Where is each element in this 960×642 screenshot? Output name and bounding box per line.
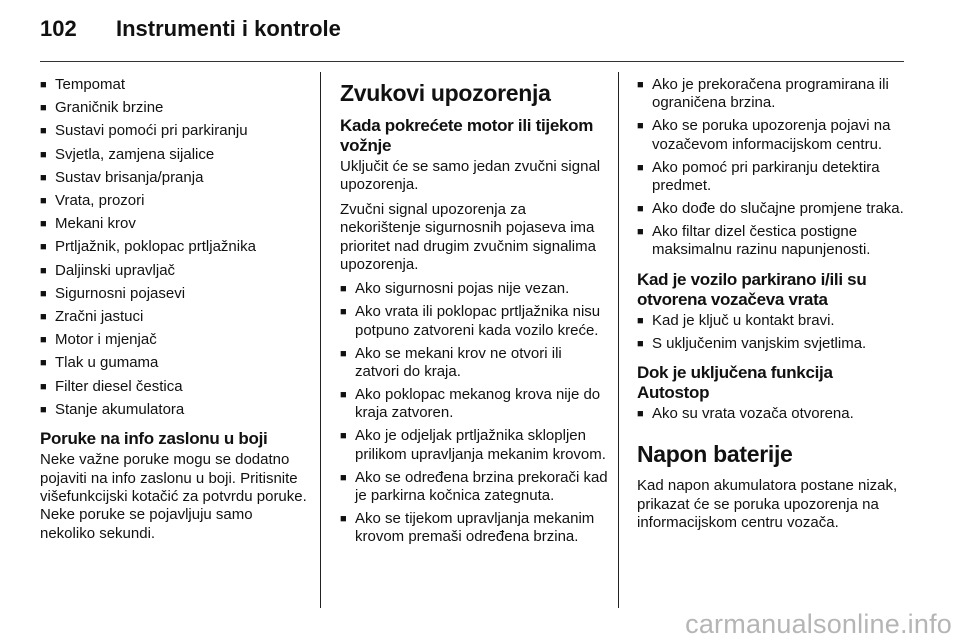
section-paragraph: Neke važne poruke mogu se dodatno pojaviti na info zaslonu u boji. Pritisnite višefunkcijski kotačić za potvrdu poruke. Neke poruke se pojavljuju samo nekoliko sekundi. (40, 451, 307, 542)
list-item: ■ Ako se određena brzina prekorači kad je parkirna kočnica zategnuta. (340, 469, 608, 506)
list-item: ■ S uključenim vanjskim svjetlima. (637, 335, 904, 353)
list-item: ■ Sigurnosni pojasevi (40, 285, 308, 303)
list-item: ■ Ako se tijekom upravljanja mekanim krovom premaši određena brzina. (340, 510, 608, 547)
column-middle (340, 80, 608, 551)
list-item: ■ Ako pomoć pri parkiranju detektira predmet. (637, 159, 904, 196)
list-item: ■ Ako poklopac mekanog krova nije do kraja zatvoren. (340, 386, 608, 423)
list-item: ■ Stanje akumulatora (40, 401, 308, 419)
list-item: ■ Ako su vrata vozača otvorena. (637, 405, 904, 423)
subsection-heading: Dok je uključena funkcija Autostop (637, 362, 833, 402)
paragraph: Uključit će se samo jedan zvučni signal upozorenja. (340, 158, 601, 194)
page-number: 102 (40, 16, 77, 41)
section-title: Napon baterije (637, 441, 793, 468)
list-item: ■ Zračni jastuci (40, 308, 308, 326)
column-left (40, 76, 308, 549)
column-divider-left (320, 72, 321, 608)
list-item: ■ Kad je ključ u kontakt bravi. (637, 312, 904, 330)
page-header (0, 0, 960, 60)
list-item: ■ Sustav brisanja/pranja (40, 169, 308, 187)
list-item: ■ Ako se poruka upozorenja pojavi na vozačevom informacijskom centru. (637, 117, 904, 154)
subsection-heading: Kad je vozilo parkirano i/ili su otvorena vozačeva vrata (637, 269, 867, 309)
autostop-warning-list (637, 405, 904, 423)
list-item: ■ Ako vrata ili poklopac prtljažnika nisu potpuno zatvoreni kada vozilo kreće. (340, 303, 608, 340)
column-divider-right (618, 72, 619, 608)
list-item: ■ Filter diesel čestica (40, 378, 308, 396)
list-item: ■ Tlak u gumama (40, 354, 308, 372)
list-item: ■ Svjetla, zamjena sijalice (40, 146, 308, 164)
topic-list (40, 76, 308, 419)
list-item: ■ Prtljažnik, poklopac prtljažnika (40, 238, 308, 256)
list-item: ■ Ako dođe do slučajne promjene traka. (637, 200, 904, 218)
page-title: Instrumenti i kontrole (116, 16, 341, 41)
parked-warning-list (637, 312, 904, 353)
list-item: ■ Mekani krov (40, 215, 308, 233)
paragraph: Zvučni signal upozorenja za nekorištenje sigurnosnih pojaseva ima prioritet nad drugim zvučnim signalima upozorenja. (340, 200, 596, 274)
watermark-text: carmanualsonline.info (685, 609, 952, 639)
list-item: ■ Ako je prekoračena programirana ili ograničena brzina. (637, 76, 904, 113)
warning-list (340, 280, 608, 546)
list-item: ■ Ako sigurnosni pojas nije vezan. (340, 280, 608, 298)
warning-list (637, 76, 904, 260)
header-divider (40, 61, 904, 62)
section-heading: Poruke na info zaslonu u boji (40, 429, 268, 449)
list-item: ■ Tempomat (40, 76, 308, 94)
list-item: ■ Ako filtar dizel čestica postigne maksimalnu razinu napunjenosti. (637, 223, 904, 260)
column-right (637, 76, 904, 539)
list-item: ■ Motor i mjenjač (40, 331, 308, 349)
subsection-heading: Kada pokrećete motor ili tijekom vožnje (340, 116, 594, 155)
list-item: ■ Daljinski upravljač (40, 262, 308, 280)
list-item: ■ Ako se mekani krov ne otvori ili zatvori do kraja. (340, 345, 608, 382)
list-item: ■ Ako je odjeljak prtljažnika sklopljen prilikom upravljanja mekanim krovom. (340, 427, 608, 464)
list-item: ■ Graničnik brzine (40, 99, 308, 117)
list-item: ■ Sustavi pomoći pri parkiranju (40, 122, 308, 140)
section-paragraph: Kad napon akumulatora postane nizak, prikazat će se poruka upozorenja na informacijskom centru vozača. (637, 477, 898, 532)
section-title: Zvukovi upozorenja (340, 80, 551, 106)
list-item: ■ Vrata, prozori (40, 192, 308, 210)
